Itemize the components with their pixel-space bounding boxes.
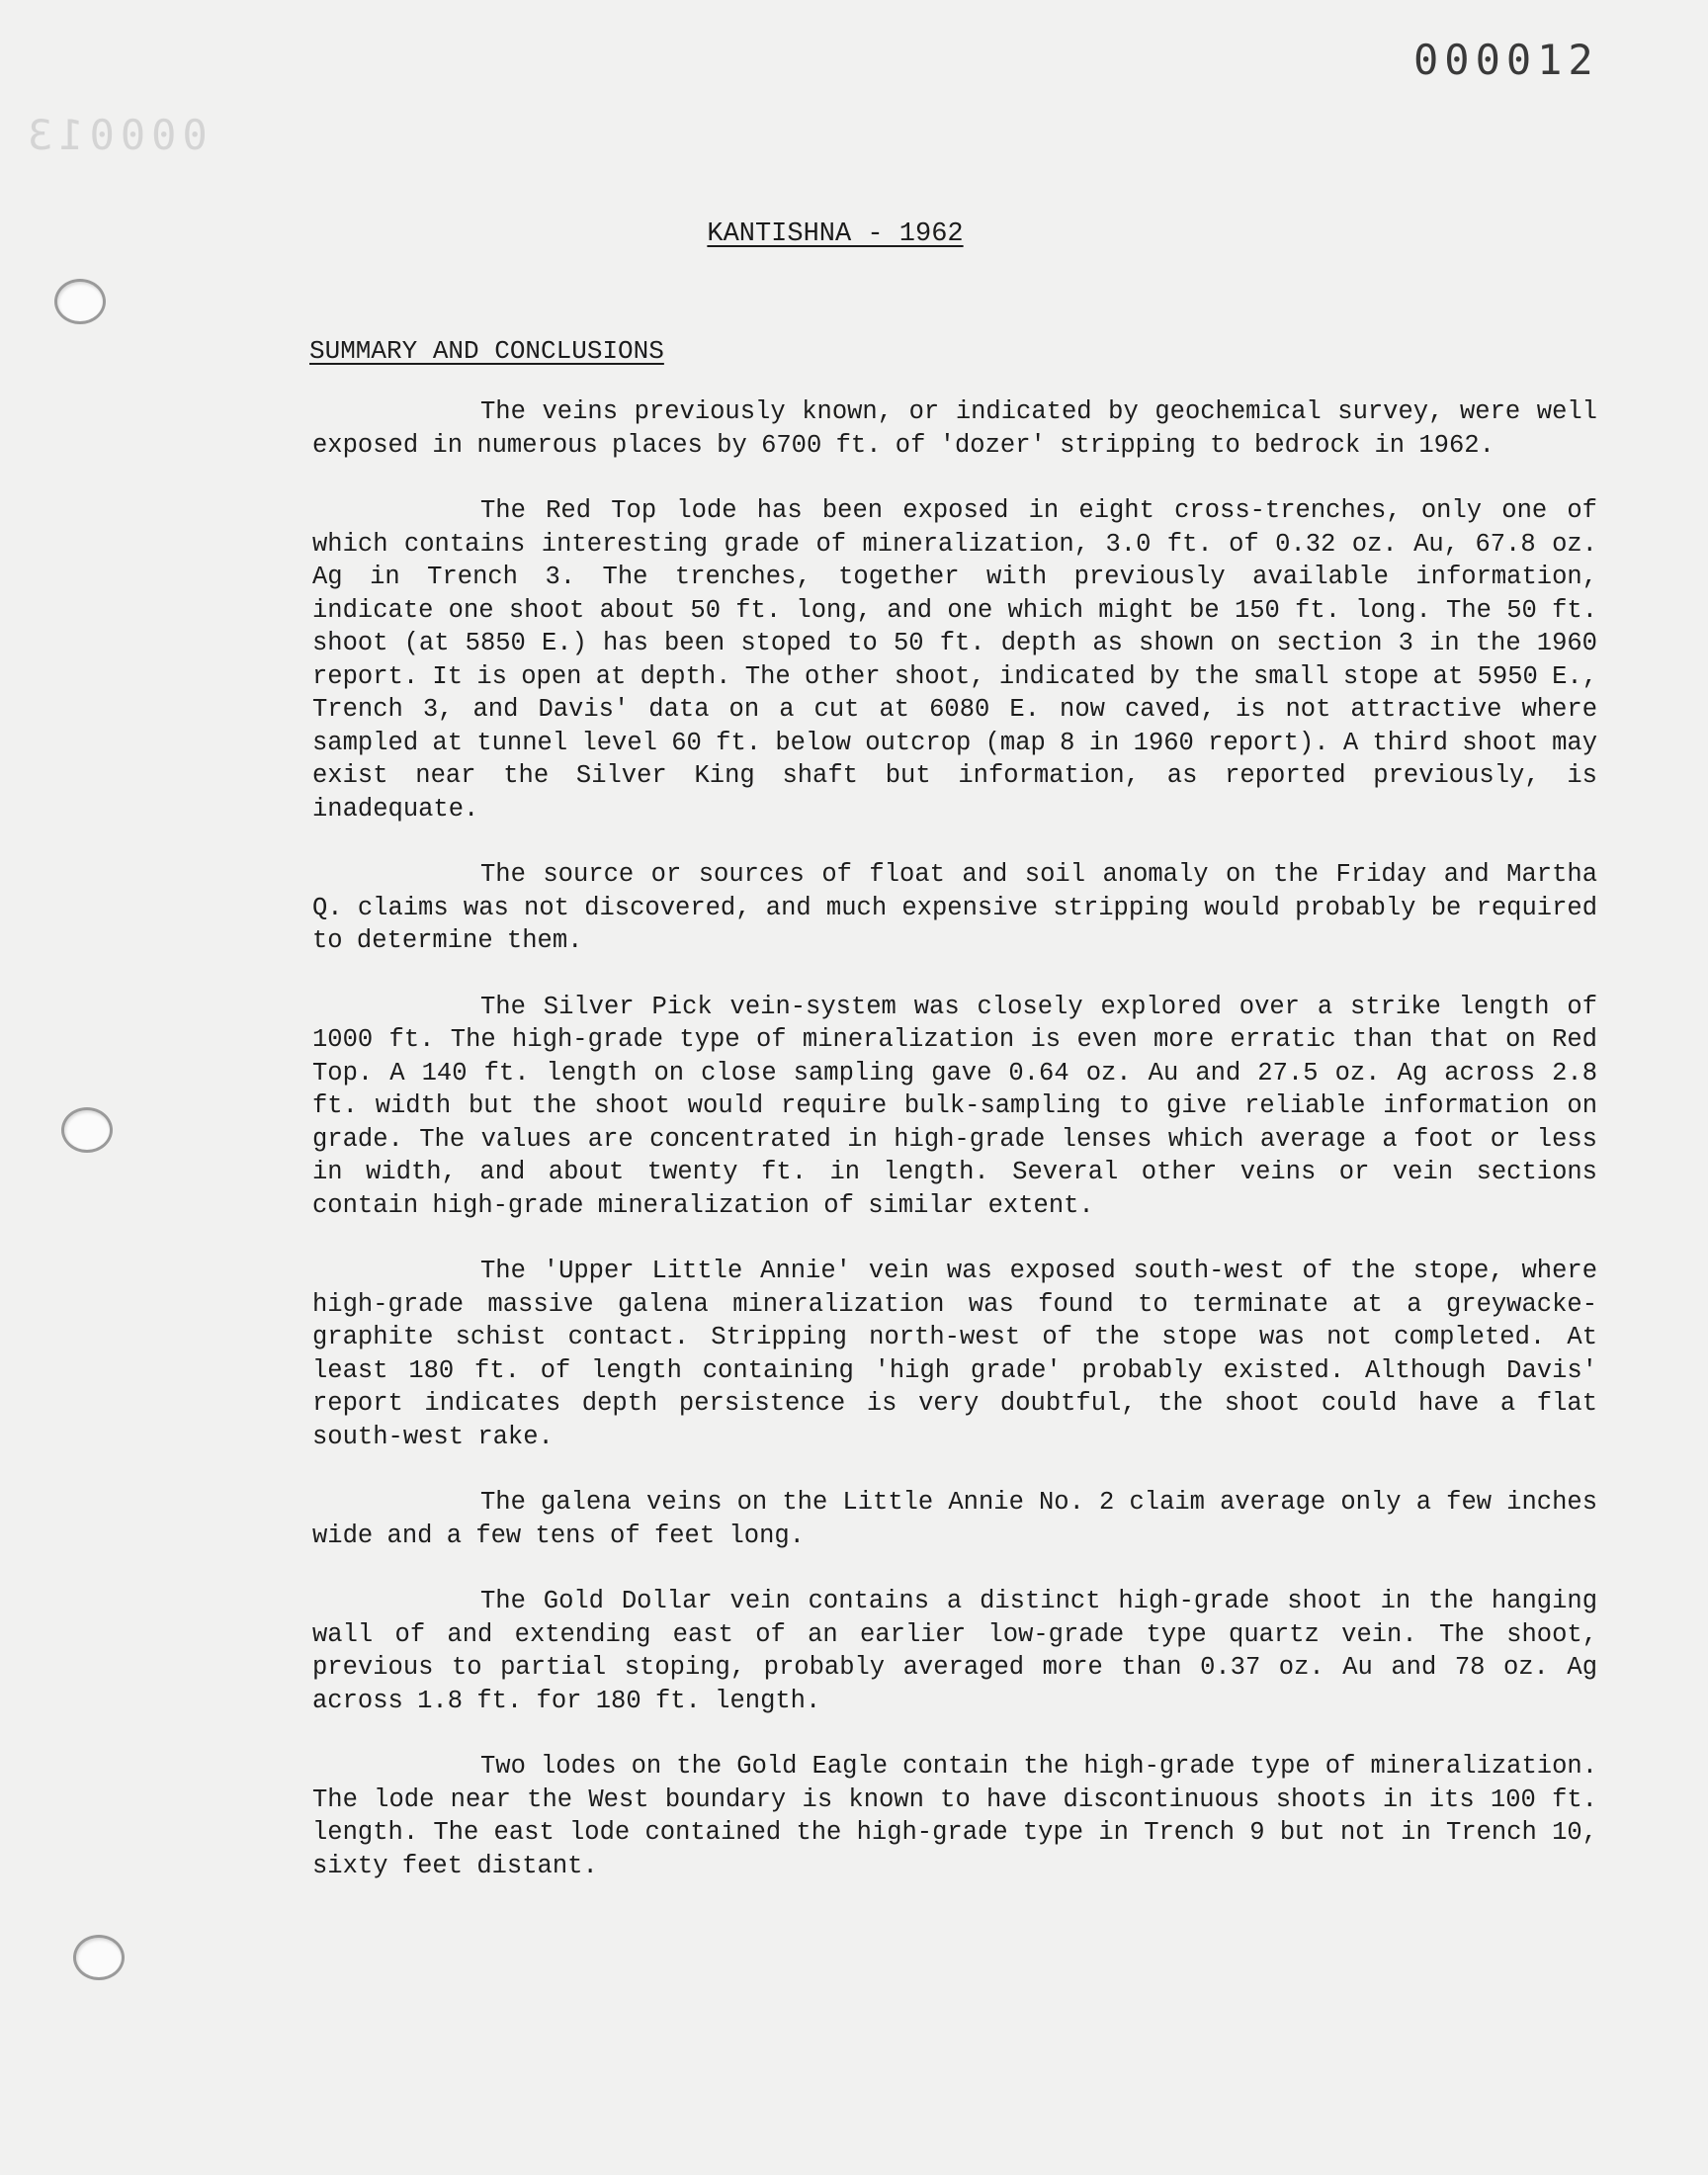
paragraph-gold-dollar: The Gold Dollar vein contains a distinct high-grade shoot in the hanging wall of and extending east of an earlier low-grade type quartz vein. The shoot, previous to partial stoping, probably averaged more than 0.37 oz. Au and 78 oz. Ag across 1.8 ft. for 180 ft. length.: [312, 1587, 1597, 1715]
paragraph-friday-martha: The source or sources of float and soil anomaly on the Friday and Martha Q. claims was not discovered, and much expensive stripping would probably be required to determine them.: [312, 860, 1597, 955]
paragraph-upper-little-annie: The 'Upper Little Annie' vein was exposed south-west of the stope, where high-grade massive galena mineralization was found to terminate at a greywacke-graphite schist contact. Stripping north-west of the stope was not completed. At least 180 ft. of length containing 'high grade' probably existed. Although Davis' report indicates depth persistence is very doubtful, the shoot could have a flat south-west rake.: [312, 1257, 1597, 1451]
paragraph-little-annie-no2: The galena veins on the Little Annie No. 2 claim average only a few inches wide and a few tens of feet long.: [312, 1488, 1597, 1550]
bleed-through-page-number: 000013: [22, 111, 208, 159]
punch-hole-bottom: [73, 1935, 125, 1980]
paragraph-red-top: The Red Top lode has been exposed in eight cross-trenches, only one of which contains interesting grade of mineralization, 3.0 ft. of 0.32 oz. Au, 67.8 oz. Ag in Trench 3. The trenches, together with previously available information, indicate one shoot about 50 ft. long, and one which might be 150 ft. long. The 50 ft. shoot (at 5850 E.) has been stoped to 50 ft. depth as shown on section 3 in the 1960 report. It is open at depth. The other shoot, indicated by the small stope at 5950 E., Trench 3, and Davis' data on a cut at 6080 E. now caved, is not attractive where sampled at tunnel level 60 ft. below outcrop (map 8 in 1960 report). A third shoot may exist near the Silver King shaft but information, as reported previously, is inadequate.: [312, 496, 1598, 824]
document-title: KANTISHNA - 1962: [707, 219, 964, 249]
paragraph-silver-pick: The Silver Pick vein-system was closely explored over a strike length of 1000 ft. The high-grade type of mineralization is even more erratic than that on Red Top. A 140 ft. length on close sampling gave 0.64 oz. Au and 27.5 oz. Ag across 2.8 ft. width but the shoot would require bulk-sampling to give reliable information on grade. The values are concentrated in high-grade lenses which average a foot or less in width, and about twenty ft. in length. Several other veins or vein sections contain high-grade mineralization of similar extent.: [312, 992, 1597, 1220]
paragraph-intro: The veins previously known, or indicated by geochemical survey, were well exposed in numerous places by 6700 ft. of 'dozer' stripping to bedrock in 1962.: [312, 397, 1597, 460]
page-number: 000012: [1413, 36, 1599, 84]
punch-hole-top: [54, 279, 106, 324]
section-heading: SUMMARY AND CONCLUSIONS: [309, 336, 664, 366]
paragraph-gold-eagle: Two lodes on the Gold Eagle contain the high-grade type of mineralization. The lode near the West boundary is known to have discontinuous shoots in its 100 ft. length. The east lode contained the high-grade type in Trench 9 but not in Trench 10, sixty feet distant.: [312, 1752, 1597, 1880]
body-text: [312, 395, 1597, 1915]
punch-hole-middle: [61, 1107, 113, 1153]
